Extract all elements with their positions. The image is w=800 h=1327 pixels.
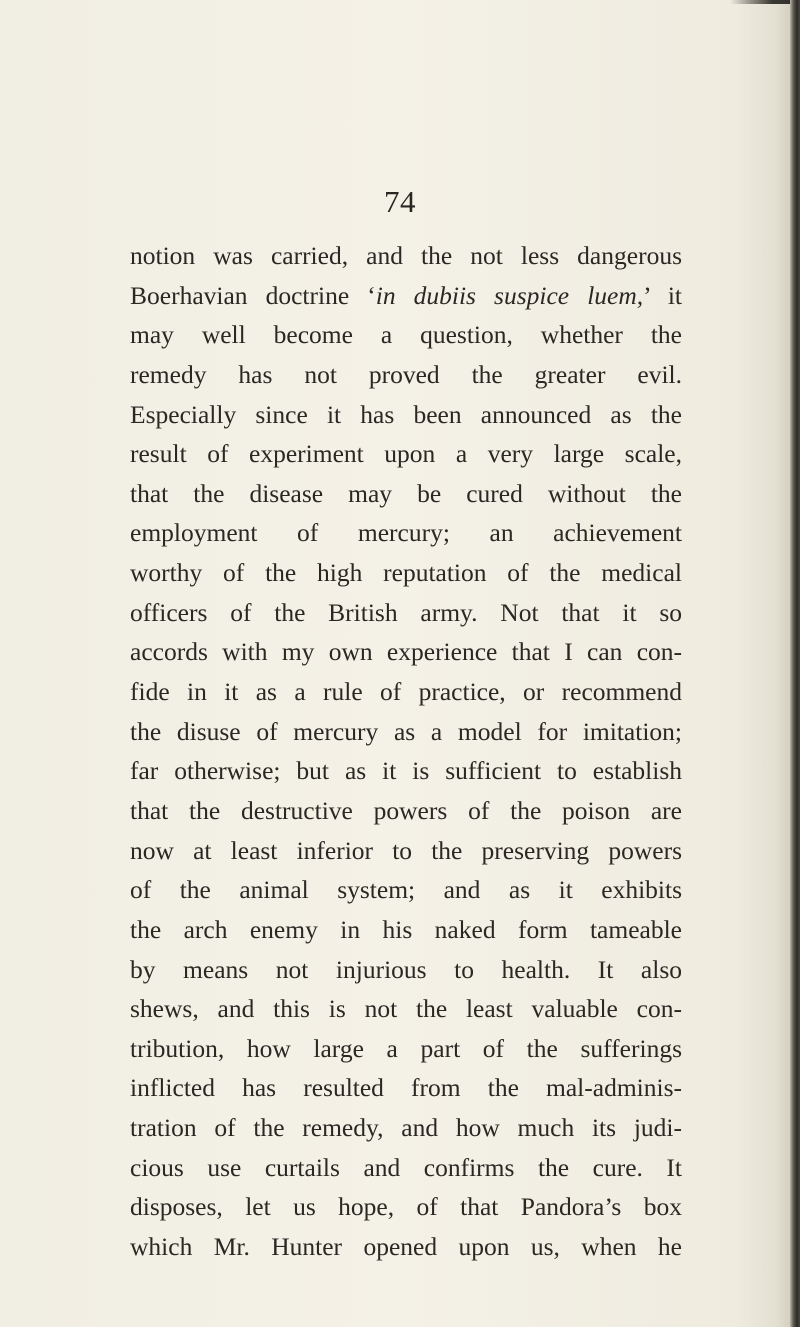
text-line: inflicted has resulted from the mal-adminis- — [130, 1073, 682, 1103]
text-line: the arch enemy in his naked form tameable — [130, 914, 682, 944]
text-line: now at least inferior to the preserving powers — [130, 835, 682, 865]
text-line: cious use curtails and confirms the cure. It — [130, 1152, 682, 1182]
text-line: Especially since it has been announced as the — [130, 399, 682, 429]
text-line: fide in it as a rule of practice, or recommend — [130, 677, 682, 707]
text-line: remedy has not proved the greater evil. — [130, 359, 682, 389]
text-line: disposes, let us hope, of that Pandora’s box — [130, 1192, 682, 1222]
text-line: by means not injurious to health. It also — [130, 954, 682, 984]
text-line: far otherwise; but as it is sufficient to establish — [130, 756, 682, 786]
text-line: of the animal system; and as it exhibits — [130, 875, 682, 905]
text-line: shews, and this is not the least valuable con- — [130, 994, 682, 1024]
body-text — [130, 236, 682, 1267]
text-line: officers of the British army. Not that it so — [130, 597, 682, 627]
text-line: result of experiment upon a very large scale, — [130, 439, 682, 469]
page-number: 74 — [384, 184, 416, 219]
text-line: which Mr. Hunter opened upon us, when he — [130, 1232, 682, 1262]
text-line: that the disease may be cured without the — [130, 478, 682, 508]
text-line: accords with my own experience that I can con- — [130, 637, 682, 667]
page-edge-shadow — [790, 0, 800, 1327]
text-line: employment of mercury; an achievement — [130, 518, 682, 548]
text-line: tration of the remedy, and how much its judi- — [130, 1113, 682, 1143]
text-line: Boerhavian doctrine ‘in dubiis suspice luem,’ it — [130, 280, 682, 310]
text-line: notion was carried, and the not less dangerous — [130, 241, 682, 270]
latin-quote: in dubiis suspice luem, — [375, 280, 644, 310]
text-line: that the destructive powers of the poison are — [130, 795, 682, 825]
text-line: may well become a question, whether the — [130, 320, 682, 350]
text-line: the disuse of mercury as a model for imitation; — [130, 716, 682, 746]
text-line: worthy of the high reputation of the medical — [130, 558, 682, 588]
text-line: tribution, how large a part of the sufferings — [130, 1033, 682, 1063]
